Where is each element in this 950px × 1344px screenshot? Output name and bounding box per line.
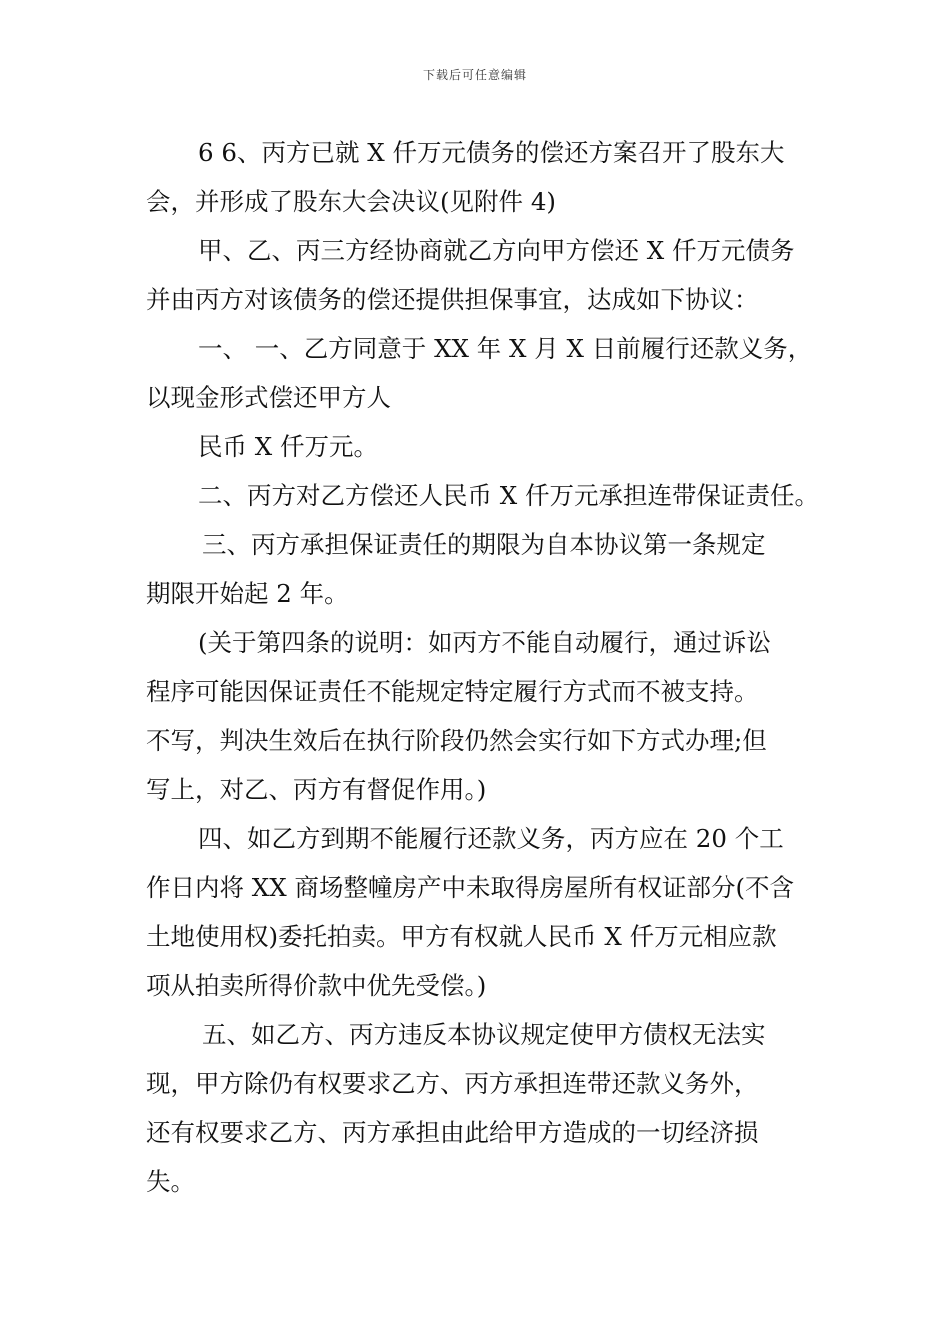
text-line: 6 6、丙方已就 X 仟万元债务的偿还方案召开了股东大 xyxy=(198,138,785,167)
document-body xyxy=(146,128,818,1206)
text-line: 还有权要求乙方、丙方承担由此给甲方造成的一切经济损 xyxy=(146,1118,759,1147)
text-line: 失。 xyxy=(146,1167,195,1196)
text-line: 程序可能因保证责任不能规定特定履行方式而不被支持。 xyxy=(146,677,759,706)
text-line: 土地使用权)委托拍卖。甲方有权就人民币 X 仟万元相应款 xyxy=(146,922,777,951)
text-line: 民币 X 仟万元。 xyxy=(198,432,379,461)
text-line: (关于第四条的说明：如丙方不能自动履行，通过诉讼 xyxy=(198,628,772,657)
text-line: 并由丙方对该债务的偿还提供担保事宜，达成如下协议： xyxy=(146,285,759,314)
text-line: 现，甲方除仍有权要求乙方、丙方承担连带还款义务外， xyxy=(146,1069,759,1098)
text-line: 五、如乙方、丙方违反本协议规定使甲方债权无法实 xyxy=(202,1020,766,1049)
text-line: 写上，对乙、丙方有督促作用。) xyxy=(146,775,487,804)
text-line: 四、如乙方到期不能履行还款义务，丙方应在 20 个工 xyxy=(198,824,784,853)
text-line: 作日内将 XX 商场整幢房产中未取得房屋所有权证部分(不含 xyxy=(146,873,795,902)
page-header: 下载后可任意编辑 xyxy=(422,68,527,82)
text-line: 项从拍卖所得价款中优先受偿。) xyxy=(146,971,487,1000)
text-line: 三、丙方承担保证责任的期限为自本协议第一条规定 xyxy=(202,530,766,559)
text-line: 不写，判决生效后在执行阶段仍然会实行如下方式办理;但 xyxy=(146,726,767,755)
text-line: 甲、乙、丙三方经协商就乙方向甲方偿还 X 仟万元债务 xyxy=(198,236,795,265)
text-line: 会，并形成了股东大会决议(见附件 4) xyxy=(146,187,556,216)
text-line: 二、丙方对乙方偿还人民币 X 仟万元承担连带保证责任。 xyxy=(198,481,820,510)
text-line: 以现金形式偿还甲方人 xyxy=(146,383,391,412)
text-line: 期限开始起 2 年。 xyxy=(146,579,349,608)
text-line: 一、 一、乙方同意于 XX 年 X 月 X 日前履行还款义务， xyxy=(198,334,813,363)
